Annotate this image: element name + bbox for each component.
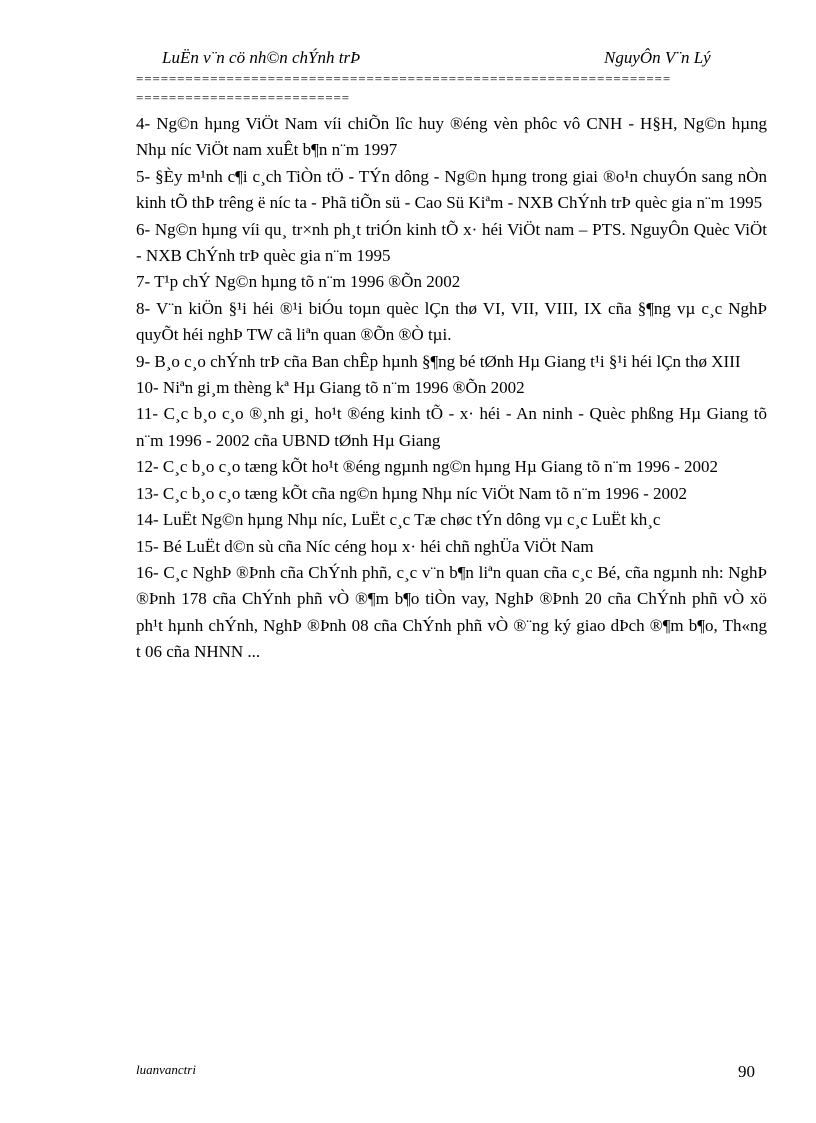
reference-item: 7- T¹p chÝ Ng©n hµng tõ n¨m 1996 ®Õn 2002	[136, 272, 461, 292]
reference-item: 10- Niªn gi¸m thèng kª Hµ Giang tõ n¨m 1996 ®Õn 2002	[136, 378, 525, 398]
reference-item: 16- C¸c NghÞ ®Þnh cña ChÝnh phñ, c¸c v¨n b¶n liªn quan cña c¸c Bé, cña ngµnh nh: NghÞ ®Þnh 178 cña ChÝnh phñ vÒ ®¶m b¶o tiÒn vay, NghÞ ®Þnh 20 cña ChÝnh phñ vÒ xö ph¹t hµnh chÝnh, NghÞ ®Þnh 08 cña ChÝnh phñ vÒ ®¨ng ký giao dÞch ®¶m b¶o, Th«ng t 06 cña NHNN ...	[136, 562, 767, 662]
reference-item: 11- C¸c b¸o c¸o ®¸nh gi¸ ho¹t ®éng kinh tÕ - x· héi - An ninh - Quèc phßng Hµ Giang tõ n¨m 1996 - 2002 cña UBND tØnh Hµ Giang	[136, 404, 767, 450]
reference-item: 14- LuËt Ng©n hµng Nhµ níc, LuËt c¸c Tæ chøc tÝn dông vµ c¸c LuËt kh¸c	[136, 510, 661, 530]
reference-item: 13- C¸c b¸o c¸o tæng kÕt cña ng©n hµng Nhµ níc ViÖt Nam tõ n¨m 1996 - 2002	[136, 483, 688, 503]
reference-item: 12- C¸c b¸o c¸o tæng kÕt ho¹t ®éng ngµnh ng©n hµng Hµ Giang tõ n¨m 1996 - 2002	[136, 457, 719, 477]
header-separator-line: ==========================	[136, 90, 351, 105]
reference-item: 15- Bé LuËt d©n sù cña Níc céng hoµ x· héi chñ nghÜa ViÖt Nam	[136, 536, 594, 556]
reference-item: 6- Ng©n hµng víi qu¸ tr×nh ph¸t triÓn kinh tÕ x· héi ViÖt nam – PTS. NguyÔn Quèc ViÖt - NXB ChÝnh trÞ quèc gia n¨m 1995	[136, 219, 767, 266]
reference-item: 5- §Èy m¹nh c¶i c¸ch TiÒn tÖ - TÝn dông - Ng©n hµng trong giai ®o¹n chuyÓn sang nÒn kinh tÕ thÞ trêng ë níc ta - Phã tiÕn sü - Cao Sü Kiªm - NXB ChÝnh trÞ quèc gia n¨m 1995	[136, 166, 767, 213]
reference-item: 8- V¨n kiÖn §¹i héi ®¹i biÓu toµn quèc lÇn thø VI, VII, VIII, IX cña §¶ng vµ c¸c NghÞ quyÕt héi nghÞ TW cã liªn quan ®Õn ®Ò tµi.	[136, 298, 767, 345]
header-thesis-title: LuËn v¨n cö nh©n chÝnh trÞ	[162, 48, 361, 67]
reference-item: 9- B¸o c¸o chÝnh trÞ cña Ban chÊp hµnh §¶ng bé tØnh Hµ Giang t¹i §¹i héi lÇn thø XIII	[136, 351, 741, 371]
reference-list	[136, 111, 767, 666]
header-separator-line: =================================================================	[136, 71, 672, 86]
footer-site-label: luanvanctri	[136, 1062, 196, 1077]
header-author: NguyÔn V¨n Lý	[604, 48, 711, 67]
reference-item: 4- Ng©n hµng ViÖt Nam víi chiÕn lîc huy ®éng vèn phôc vô CNH - H§H, Ng©n hµng Nhµ níc ViÖt nam xuÊt b¶n n¨m 1997	[136, 114, 767, 160]
page-number: 90	[738, 1062, 755, 1081]
